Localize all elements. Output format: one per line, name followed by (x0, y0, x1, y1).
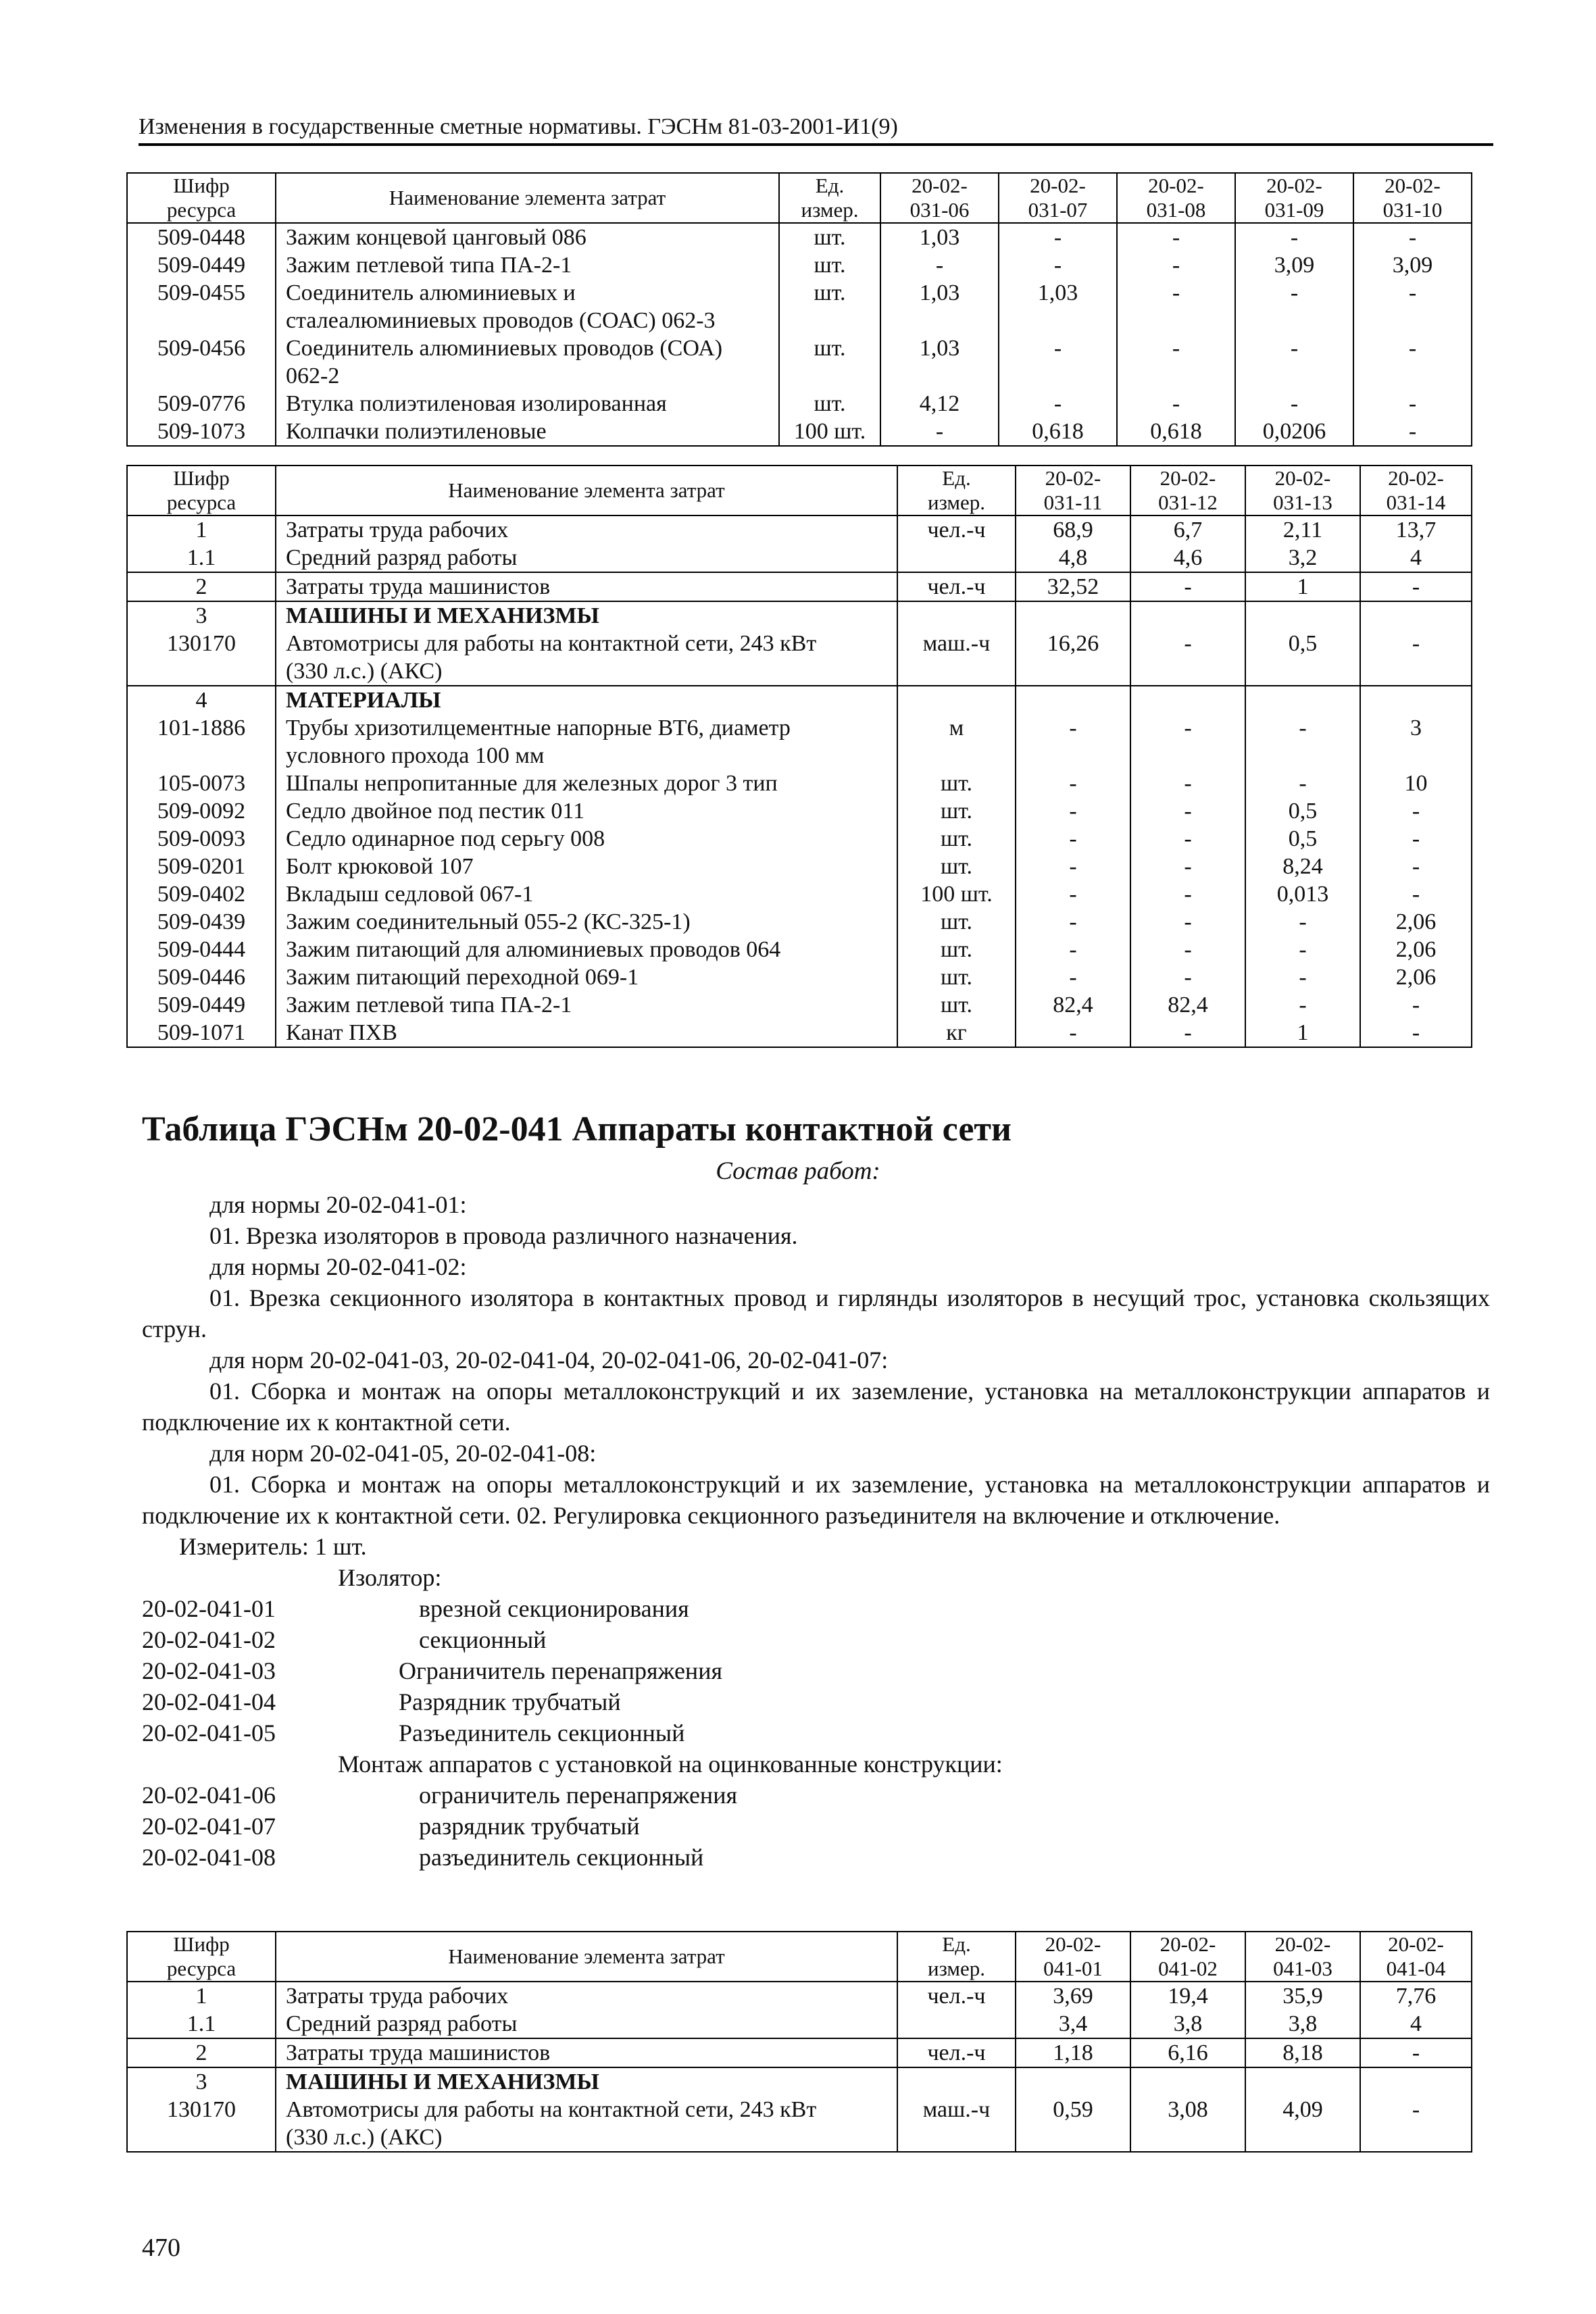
composition-line: для норм 20-02-041-05, 20-02-041-08: (209, 1440, 597, 1467)
cell-value: 2,11 (1245, 515, 1360, 544)
cell-value: 0,618 (1117, 418, 1235, 446)
table-row (127, 963, 1472, 991)
cell-value: - (999, 334, 1117, 390)
cell-value: 35,9 (1245, 1982, 1360, 2010)
cell-value: - (1016, 797, 1130, 825)
cell-value: 1,03 (999, 279, 1117, 334)
cell-name: Средний разряд работы (276, 2010, 897, 2038)
cell-value: - (1360, 2096, 1472, 2152)
cell-code: 509-0456 (127, 334, 276, 390)
cell-value: 3,09 (1235, 251, 1353, 279)
table-row (127, 825, 1472, 853)
cell-value: - (1360, 825, 1472, 853)
cell-code: 3 (127, 2067, 276, 2096)
cell-value: 82,4 (1130, 991, 1245, 1019)
table-row (127, 714, 1472, 770)
cell-value: - (1016, 936, 1130, 963)
cell-code: 509-0093 (127, 825, 276, 853)
cell-value: - (1130, 880, 1245, 908)
cell-value (1130, 686, 1245, 714)
cell-code: 509-1071 (127, 1019, 276, 1047)
cell-value: - (1360, 853, 1472, 880)
cell-value: - (1235, 223, 1353, 251)
cell-value: - (1016, 853, 1130, 880)
cell-value: - (1360, 572, 1472, 601)
cell-value: 0,618 (999, 418, 1117, 446)
cell-value: 4 (1360, 544, 1472, 572)
section-subtitle: Состав работ: (716, 1157, 880, 1185)
header-norm-code: 20-02- 031-09 (1235, 173, 1353, 223)
cell-name: Средний разряд работы (276, 544, 897, 572)
cell-code: 509-0448 (127, 223, 276, 251)
cell-unit: м (897, 714, 1016, 770)
cell-name: Автомотрисы для работы на контактной сети, 243 кВт (330 л.с.) (АКС) (276, 2096, 897, 2152)
table-row (127, 908, 1472, 936)
cell-value: - (1117, 251, 1235, 279)
cell-value: - (999, 223, 1117, 251)
table-row (127, 880, 1472, 908)
cell-code: 130170 (127, 630, 276, 686)
cell-value: - (1235, 334, 1353, 390)
norm-text: Разрядник трубчатый (399, 1688, 621, 1715)
cell-unit: шт. (897, 825, 1016, 853)
cell-value: 3,8 (1130, 2010, 1245, 2038)
table-row (127, 936, 1472, 963)
cell-name: Зажим петлевой типа ПА-2-1 (276, 991, 897, 1019)
cell-code: 2 (127, 2038, 276, 2067)
cell-value: 2,06 (1360, 936, 1472, 963)
group-heading: Изолятор: (338, 1564, 442, 1591)
cell-value: 1 (1245, 1019, 1360, 1047)
cell-name: Соединитель алюминиевых и сталеалюминиевых проводов (СОАС) 062-3 (276, 279, 779, 334)
cell-name: Зажим соединительный 055-2 (КС-325-1) (276, 908, 897, 936)
table-row (127, 572, 1472, 601)
cell-unit (897, 2067, 1016, 2096)
cell-value: 6,16 (1130, 2038, 1245, 2067)
cell-value: 4,09 (1245, 2096, 1360, 2152)
group-heading: Монтаж аппаратов с установкой на оцинкованные конструкции: (338, 1751, 1003, 1778)
table-row (127, 223, 1472, 251)
cell-value: 3,2 (1245, 544, 1360, 572)
norm-item (142, 1811, 1490, 1842)
cell-unit: кг (897, 1019, 1016, 1047)
cell-value: - (1245, 770, 1360, 797)
header-norm-code: 20-02- 041-01 (1016, 1932, 1130, 1982)
table-row (127, 390, 1472, 418)
cell-value: 0,59 (1016, 2096, 1130, 2152)
header-norm-code: 20-02- 041-02 (1130, 1932, 1245, 1982)
cell-value: - (1245, 714, 1360, 770)
cell-value (1360, 2067, 1472, 2096)
measure-unit: Измеритель: 1 шт. (179, 1533, 367, 1560)
table-row (127, 1982, 1472, 2010)
cell-unit: маш.-ч (897, 630, 1016, 686)
cell-name: Трубы хризотилцементные напорные ВТ6, диаметр условного прохода 100 мм (276, 714, 897, 770)
cell-value: 2,06 (1360, 963, 1472, 991)
cell-value: 4,8 (1016, 544, 1130, 572)
table-row (127, 853, 1472, 880)
header-norm-code: 20-02- 031-06 (880, 173, 999, 223)
cell-value: - (1130, 963, 1245, 991)
cell-name: Зажим питающий переходной 069-1 (276, 963, 897, 991)
cell-value (1245, 601, 1360, 630)
cell-value (1360, 686, 1472, 714)
norm-text: секционный (419, 1626, 547, 1653)
cell-unit: чел.-ч (897, 2038, 1016, 2067)
norm-text: разрядник трубчатый (419, 1813, 640, 1840)
cell-value: 10 (1360, 770, 1472, 797)
cell-value: 1,18 (1016, 2038, 1130, 2067)
cell-value: 82,4 (1016, 991, 1130, 1019)
header-unit: Ед. измер. (897, 466, 1016, 515)
norm-code: 20-02-041-08 (142, 1844, 276, 1871)
norm-text: врезной секционирования (419, 1595, 689, 1622)
cell-value: - (1130, 853, 1245, 880)
cell-value: - (1245, 991, 1360, 1019)
norm-code: 20-02-041-05 (142, 1719, 276, 1746)
cell-unit: 100 шт. (779, 418, 880, 446)
cell-value: 8,18 (1245, 2038, 1360, 2067)
cell-code: 509-0201 (127, 853, 276, 880)
cell-code: 101-1886 (127, 714, 276, 770)
cell-unit: шт. (779, 334, 880, 390)
cell-value: 0,5 (1245, 630, 1360, 686)
header-norm-code: 20-02- 031-12 (1130, 466, 1245, 515)
norm-code: 20-02-041-04 (142, 1688, 276, 1715)
norm-item (142, 1686, 1490, 1717)
table-row (127, 797, 1472, 825)
cell-value: - (1130, 770, 1245, 797)
cell-code: 509-0446 (127, 963, 276, 991)
cell-value: - (1117, 334, 1235, 390)
norm-code: 20-02-041-01 (142, 1595, 276, 1622)
cell-value: - (1353, 390, 1472, 418)
cell-name: Седло двойное под пестик 011 (276, 797, 897, 825)
cell-name: Канат ПХВ (276, 1019, 897, 1047)
cell-value: 19,4 (1130, 1982, 1245, 2010)
cell-unit: шт. (897, 797, 1016, 825)
cell-name: Автомотрисы для работы на контактной сети, 243 кВт (330 л.с.) (АКС) (276, 630, 897, 686)
cell-name: Соединитель алюминиевых проводов (СОА) 062-2 (276, 334, 779, 390)
cell-value (1130, 601, 1245, 630)
cell-unit: шт. (897, 908, 1016, 936)
composition-line: 01. Сборка и монтаж на опоры металлоконструкций и их заземление, установка на металлоконструкции аппаратов и подключение их к контактной сети. (142, 1378, 1490, 1436)
table-row (127, 630, 1472, 686)
cell-code: 1.1 (127, 2010, 276, 2038)
header-unit: Ед. измер. (897, 1932, 1016, 1982)
cell-code: 1 (127, 1982, 276, 2010)
cell-value: 3,8 (1245, 2010, 1360, 2038)
norm-code: 20-02-041-03 (142, 1657, 276, 1684)
cell-value: 2,06 (1360, 908, 1472, 936)
cell-value: - (1360, 797, 1472, 825)
header-norm-code: 20-02- 031-13 (1245, 466, 1360, 515)
cell-value: 3,08 (1130, 2096, 1245, 2152)
cell-code: 1.1 (127, 544, 276, 572)
cell-code: 509-0449 (127, 991, 276, 1019)
cell-value: - (1016, 908, 1130, 936)
norm-item (142, 1842, 1490, 1873)
cell-unit: чел.-ч (897, 1982, 1016, 2010)
cell-value: 0,5 (1245, 797, 1360, 825)
cell-value: - (1245, 908, 1360, 936)
cell-value: - (1016, 1019, 1130, 1047)
cell-value: 3,4 (1016, 2010, 1130, 2038)
cell-value: 1,03 (880, 279, 999, 334)
cell-value: - (1130, 630, 1245, 686)
cell-value: 3,09 (1353, 251, 1472, 279)
cell-unit: шт. (897, 853, 1016, 880)
cell-code: 509-0092 (127, 797, 276, 825)
cell-value (1245, 686, 1360, 714)
cell-value: - (1130, 797, 1245, 825)
cell-value: 13,7 (1360, 515, 1472, 544)
header-norm-code: 20-02- 041-03 (1245, 1932, 1360, 1982)
cell-unit: чел.-ч (897, 572, 1016, 601)
cell-value: - (1130, 825, 1245, 853)
cell-value: - (1016, 880, 1130, 908)
table-row (127, 1019, 1472, 1047)
cell-value: - (999, 251, 1117, 279)
cell-value: 3 (1360, 714, 1472, 770)
cell-code: 509-0449 (127, 251, 276, 279)
cell-value: - (880, 251, 999, 279)
cell-name: Затраты труда рабочих (276, 1982, 897, 2010)
cell-unit: шт. (897, 936, 1016, 963)
norm-code: 20-02-041-02 (142, 1626, 276, 1653)
cell-value (1016, 2067, 1130, 2096)
composition-line: 01. Врезка изоляторов в провода различного назначения. (209, 1222, 798, 1249)
header-norm-code: 20-02- 041-04 (1360, 1932, 1472, 1982)
cell-code: 105-0073 (127, 770, 276, 797)
cell-value (1016, 686, 1130, 714)
resource-table-1 (126, 172, 1472, 447)
cell-value (1016, 601, 1130, 630)
cell-value: 4,12 (880, 390, 999, 418)
cell-unit (897, 686, 1016, 714)
cell-code: 509-0444 (127, 936, 276, 963)
cell-value: 1 (1245, 572, 1360, 601)
header-norm-code: 20-02- 031-14 (1360, 466, 1472, 515)
cell-code: 130170 (127, 2096, 276, 2152)
cell-value: - (1117, 390, 1235, 418)
cell-value: - (1353, 418, 1472, 446)
cell-value: - (999, 390, 1117, 418)
norm-text: ограничитель перенапряжения (419, 1782, 738, 1809)
header-norm-code: 20-02- 031-10 (1353, 173, 1472, 223)
norm-item (142, 1624, 1490, 1655)
cell-name: МАШИНЫ И МЕХАНИЗМЫ (276, 601, 897, 630)
cell-value (1130, 2067, 1245, 2096)
cell-name: МАТЕРИАЛЫ (276, 686, 897, 714)
cell-unit: шт. (779, 251, 880, 279)
table-row (127, 418, 1472, 446)
cell-name: Зажим питающий для алюминиевых проводов 064 (276, 936, 897, 963)
cell-name: Зажим петлевой типа ПА-2-1 (276, 251, 779, 279)
cell-value: - (1353, 223, 1472, 251)
cell-value: - (1360, 2038, 1472, 2067)
cell-value: 4 (1360, 2010, 1472, 2038)
cell-name: Затраты труда рабочих (276, 515, 897, 544)
header-norm-code: 20-02- 031-07 (999, 173, 1117, 223)
table-row (127, 279, 1472, 334)
cell-unit: шт. (779, 223, 880, 251)
table-row (127, 251, 1472, 279)
cell-value: - (1130, 1019, 1245, 1047)
header-name: Наименование элемента затрат (276, 466, 897, 515)
cell-value: - (1130, 936, 1245, 963)
cell-name: Болт крюковой 107 (276, 853, 897, 880)
table-row (127, 2010, 1472, 2038)
section-title: Таблица ГЭСНм 20-02-041 Аппараты контактной сети (142, 1110, 1012, 1149)
cell-name: Шпалы непропитанные для железных дорог 3 тип (276, 770, 897, 797)
cell-value: - (1235, 390, 1353, 418)
table-row (127, 2096, 1472, 2152)
cell-value: - (1360, 630, 1472, 686)
cell-value: - (1360, 1019, 1472, 1047)
cell-name: Колпачки полиэтиленовые (276, 418, 779, 446)
norm-text: Ограничитель перенапряжения (399, 1657, 723, 1684)
cell-value: 6,7 (1130, 515, 1245, 544)
norm-text: Разъединитель секционный (399, 1719, 685, 1746)
cell-value: 7,76 (1360, 1982, 1472, 2010)
composition-line: для нормы 20-02-041-01: (209, 1191, 467, 1218)
header-code: Шифр ресурса (127, 466, 276, 515)
cell-value: 3,69 (1016, 1982, 1130, 2010)
cell-unit: шт. (779, 279, 880, 334)
table-header-row (127, 173, 1472, 223)
cell-value: 32,52 (1016, 572, 1130, 601)
table-header-row (127, 1932, 1472, 1982)
header-name: Наименование элемента затрат (276, 173, 779, 223)
composition-line: 01. Сборка и монтаж на опоры металлоконструкций и их заземление, установка на металлоконструкции аппаратов и подключение их к контактной сети. 02. Регулировка секционного разъединителя на включение и отключение. (142, 1471, 1490, 1529)
cell-value: - (1130, 908, 1245, 936)
table-row (127, 544, 1472, 572)
cell-unit: шт. (897, 963, 1016, 991)
table-row (127, 991, 1472, 1019)
cell-code: 509-0776 (127, 390, 276, 418)
cell-code: 509-0402 (127, 880, 276, 908)
cell-value: 0,0206 (1235, 418, 1353, 446)
resource-table-3 (126, 1931, 1472, 2153)
cell-value: 1,03 (880, 334, 999, 390)
cell-unit: шт. (897, 991, 1016, 1019)
cell-value: - (1353, 279, 1472, 334)
composition-line: для нормы 20-02-041-02: (209, 1253, 467, 1280)
composition-line: для норм 20-02-041-03, 20-02-041-04, 20-02-041-06, 20-02-041-07: (209, 1347, 889, 1374)
header-norm-code: 20-02- 031-11 (1016, 466, 1130, 515)
norm-text: разъединитель секционный (419, 1844, 704, 1871)
cell-code: 3 (127, 601, 276, 630)
cell-value: - (1245, 963, 1360, 991)
cell-value (1245, 2067, 1360, 2096)
cell-value: - (1117, 223, 1235, 251)
cell-value: - (1360, 880, 1472, 908)
cell-unit: шт. (897, 770, 1016, 797)
cell-value: 1,03 (880, 223, 999, 251)
norm-code: 20-02-041-06 (142, 1782, 276, 1809)
cell-value: 68,9 (1016, 515, 1130, 544)
cell-code: 509-0439 (127, 908, 276, 936)
norm-item (142, 1593, 1490, 1624)
cell-name: Затраты труда машинистов (276, 2038, 897, 2067)
cell-name: Втулка полиэтиленовая изолированная (276, 390, 779, 418)
cell-value: - (1235, 279, 1353, 334)
cell-value: - (1130, 714, 1245, 770)
header-name: Наименование элемента затрат (276, 1932, 897, 1982)
table-row (127, 2067, 1472, 2096)
work-composition (142, 1189, 1490, 1873)
table-row (127, 686, 1472, 714)
cell-value: - (1016, 963, 1130, 991)
cell-unit: шт. (779, 390, 880, 418)
cell-code: 509-0455 (127, 279, 276, 334)
cell-code: 1 (127, 515, 276, 544)
cell-name: Зажим концевой цанговый 086 (276, 223, 779, 251)
cell-unit (897, 544, 1016, 572)
cell-unit: 100 шт. (897, 880, 1016, 908)
cell-value: 4,6 (1130, 544, 1245, 572)
cell-value: - (1353, 334, 1472, 390)
table-header-row (127, 466, 1472, 515)
cell-value: - (1117, 279, 1235, 334)
cell-name: Вкладыш седловой 067-1 (276, 880, 897, 908)
cell-value: - (1016, 714, 1130, 770)
table-row (127, 334, 1472, 390)
norm-item (142, 1655, 1490, 1686)
cell-value: 8,24 (1245, 853, 1360, 880)
running-header: Изменения в государственные сметные нормативы. ГЭСНм 81-03-2001-И1(9) (139, 114, 1493, 146)
norm-item (142, 1780, 1490, 1811)
norm-item (142, 1717, 1490, 1749)
cell-code: 509-1073 (127, 418, 276, 446)
header-code: Шифр ресурса (127, 173, 276, 223)
norm-code: 20-02-041-07 (142, 1813, 276, 1840)
resource-table-2 (126, 465, 1472, 1048)
cell-value: 16,26 (1016, 630, 1130, 686)
cell-value: - (880, 418, 999, 446)
cell-unit (897, 2010, 1016, 2038)
table-row (127, 770, 1472, 797)
cell-unit (897, 601, 1016, 630)
header-unit: Ед. измер. (779, 173, 880, 223)
cell-name: Седло одинарное под серьгу 008 (276, 825, 897, 853)
cell-value: 0,5 (1245, 825, 1360, 853)
cell-unit: чел.-ч (897, 515, 1016, 544)
header-code: Шифр ресурса (127, 1932, 276, 1982)
cell-value: - (1245, 936, 1360, 963)
table-row (127, 515, 1472, 544)
cell-value: - (1360, 991, 1472, 1019)
page-number: 470 (142, 2234, 180, 2262)
cell-code: 4 (127, 686, 276, 714)
cell-name: Затраты труда машинистов (276, 572, 897, 601)
table-row (127, 2038, 1472, 2067)
cell-value: 0,013 (1245, 880, 1360, 908)
cell-value (1360, 601, 1472, 630)
cell-value: - (1016, 770, 1130, 797)
cell-value: - (1130, 572, 1245, 601)
cell-unit: маш.-ч (897, 2096, 1016, 2152)
cell-value: - (1016, 825, 1130, 853)
composition-line: 01. Врезка секционного изолятора в контактных провод и гирлянды изоляторов в несущий трос, установка скользящих струн. (142, 1284, 1490, 1342)
cell-name: МАШИНЫ И МЕХАНИЗМЫ (276, 2067, 897, 2096)
table-row (127, 601, 1472, 630)
cell-code: 2 (127, 572, 276, 601)
header-norm-code: 20-02- 031-08 (1117, 173, 1235, 223)
